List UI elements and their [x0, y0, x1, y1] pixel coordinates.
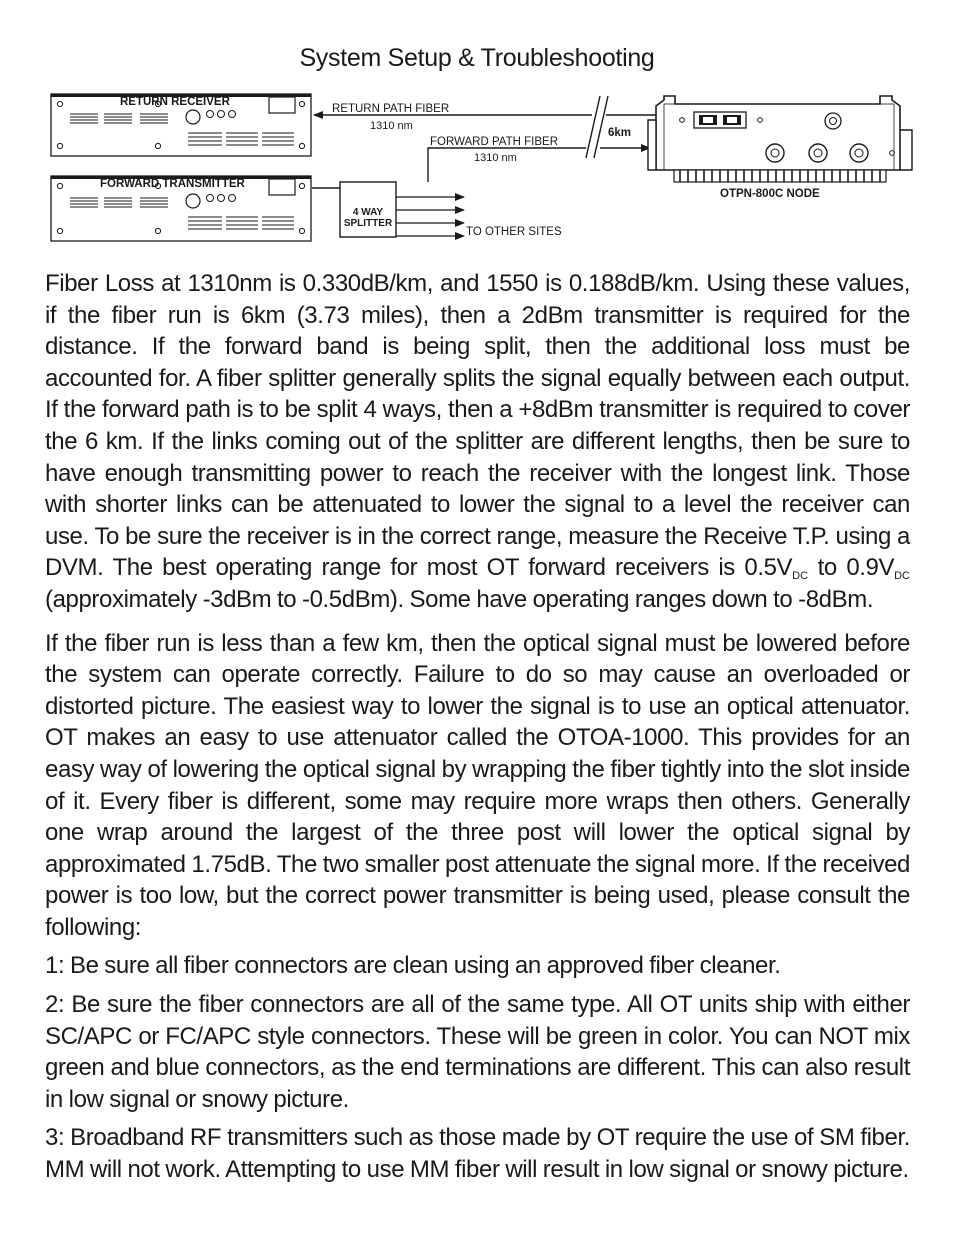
list-item-2: 2: Be sure the fiber connectors are all of the same type. All OT units ship with either SC/APC or FC/APC style connectors. These will be green in color. You can NOT mix green and blue connectors, as the end terminations are different. This can also result in low signal or snowy picture.	[45, 991, 910, 1113]
return-path-wavelength: 1310 nm	[370, 120, 413, 132]
p1-subscript-dc-1: DC	[792, 570, 809, 583]
other-sites-label: TO OTHER SITES	[466, 226, 562, 238]
forward-path-label: FORWARD PATH FIBER	[430, 136, 558, 148]
p1-text-b: to 0.9V	[808, 554, 895, 582]
otpn-node	[648, 96, 912, 200]
list-item-1: 1: Be sure all fiber connectors are clean using an approved fiber cleaner.	[45, 952, 781, 980]
forward-transmitter-label: FORWARD TRANSMITTER	[100, 178, 245, 190]
return-receiver-unit	[51, 94, 311, 156]
paragraph-attenuation: If the fiber run is less than a few km, then the optical signal must be lowered before the system can operate correctly. Failure to do so may cause an overloaded or distorted picture. The easiest way to lower the signal is to use an optical attenuator. OT makes an easy to use attenuator called the OTOA-1000. This provides for an easy way of lowering the optical signal by wrapping the fiber tightly into the slot inside of it. Every fiber is different, some may require more wraps then others. Generally one wrap around the largest of the three post will lower the optical signal by approximated 1.75dB. The two smaller post attenuate the signal more. If the received power is too low, but the correct power transmitter is being used, please consult the following:	[45, 629, 910, 941]
p1-text-a: Fiber Loss at 1310nm is 0.330dB/km, and 1550 is 0.188dB/km. Using these values, if the fiber run is 6km (3.73 miles), then a 2dBm transmitter is required for the distance. If the forward band is being split, then the additional loss must be accounted for. A fiber splitter generally splits the signal equally between each output. If the forward path is to be split 4 ways, then a +8dBm transmitter is required to cover the 6 km. If the links coming out of the splitter are different lengths, then be sure to have enough transmitting power to reach the receiver with the longest link. Those with shorter links can be attenuated to lower the signal to a level the receiver can use. To be sure the receiver is in the correct range, measure the Receive T.P. using a DVM. The best operating range for most OT forward receivers is 0.5V	[45, 270, 910, 582]
p1-subscript-dc-2: DC	[894, 570, 910, 583]
forward-path-wavelength: 1310 nm	[474, 152, 517, 164]
return-receiver-label: RETURN RECEIVER	[120, 96, 230, 108]
p1-text-c: (approximately -3dBm to -0.5dBm). Some have operating ranges down to -8dBm.	[45, 585, 874, 613]
node-label: OTPN-800C NODE	[720, 188, 820, 200]
paragraph-fiber-loss	[45, 268, 910, 616]
distance-label: 6km	[608, 127, 632, 139]
return-path-label: RETURN PATH FIBER	[332, 103, 450, 115]
splitter-line2: SPLITTER	[343, 218, 393, 229]
list-item-3: 3: Broadband RF transmitters such as those made by OT require the use of SM fiber. MM will not work. Attempting to use MM fiber will result in low signal or snowy picture.	[45, 1124, 910, 1184]
forward-transmitter-unit	[51, 176, 311, 241]
system-setup-diagram	[0, 0, 954, 260]
page-title: System Setup & Troubleshooting	[299, 44, 655, 72]
splitter-line1: 4 WAY	[352, 207, 384, 218]
body-content	[45, 268, 910, 1193]
four-way-splitter	[340, 182, 464, 237]
